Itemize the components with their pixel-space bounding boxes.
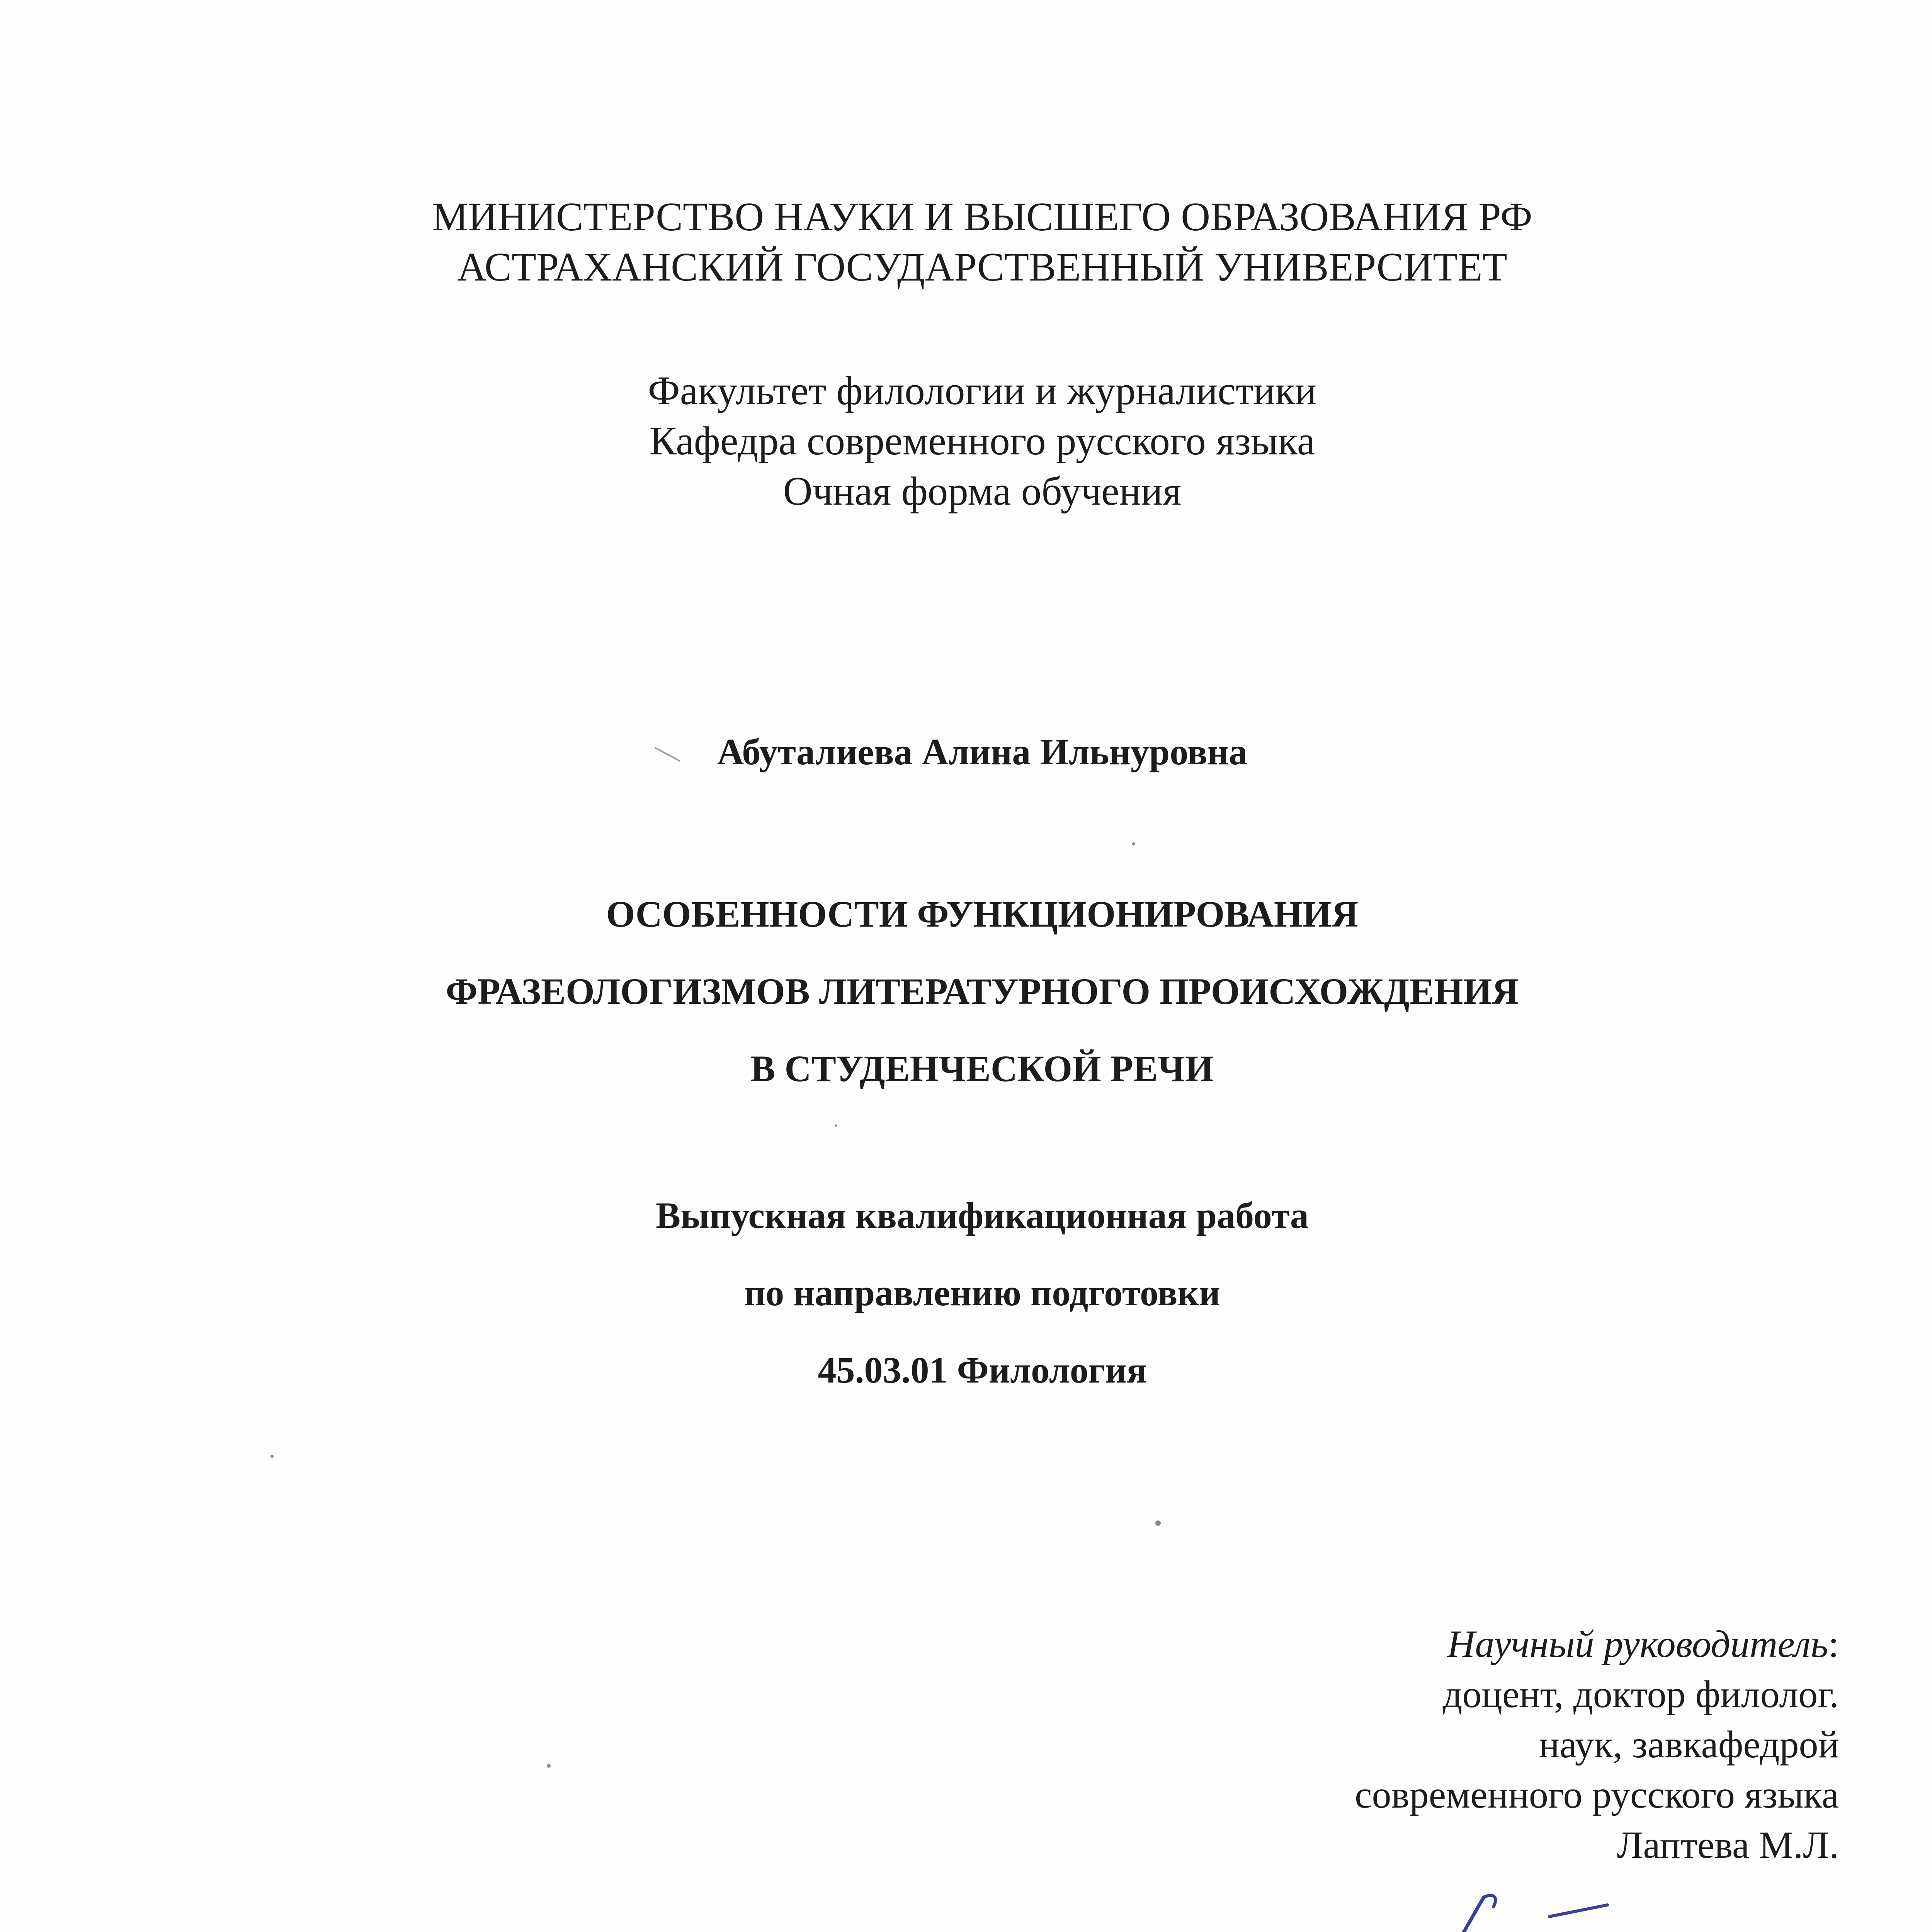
supervisor-colon: : [1828,1622,1839,1665]
scan-speck [1132,842,1135,845]
thesis-title-line-2: ФРАЗЕОЛОГИЗМОВ ЛИТЕРАТУРНОГО ПРОИСХОЖДЕНИЯ [446,971,1519,1012]
supervisor-label-line [1355,1619,1839,1669]
ministry-heading: МИНИСТЕРСТВО НАУКИ И ВЫСШЕГО ОБРАЗОВАНИЯ РФ [432,194,1532,239]
supervisor-label: Научный руководитель [1447,1622,1828,1665]
author-name: Абуталиева Алина Ильнуровна [717,731,1248,772]
scan-speck [270,1455,274,1458]
scan-mark [653,746,684,765]
supervisor-position-1: доцент, доктор филолог. [1442,1673,1839,1716]
supervisor-signature [1426,1886,1627,1932]
study-form: Очная форма обучения [783,468,1182,514]
supervisor-name: Лаптева М.Л. [1617,1823,1839,1866]
work-type-line-2: по направлению подготовки [744,1272,1221,1313]
work-type-line-1: Выпускная квалификационная работа [656,1195,1309,1236]
scan-speck [547,1764,551,1768]
thesis-title-line-1: ОСОБЕННОСТИ ФУНКЦИОНИРОВАНИЯ [606,893,1359,935]
scan-speck [835,1124,837,1127]
supervisor-position-3: современного русского языка [1355,1773,1839,1816]
supervisor-position-2: наук, завкафедрой [1539,1723,1839,1766]
supervisor-block [1355,1619,1839,1870]
university-heading: АСТРАХАНСКИЙ ГОСУДАРСТВЕННЫЙ УНИВЕРСИТЕТ [457,244,1507,289]
scan-speck [1155,1520,1161,1526]
work-type-line-3: 45.03.01 Филология [818,1349,1147,1391]
department-name: Кафедра современного русского языка [649,418,1315,463]
faculty-name: Факультет филологии и журналистики [648,368,1317,413]
thesis-title-line-3: В СТУДЕНЧЕСКОЙ РЕЧИ [750,1048,1214,1089]
